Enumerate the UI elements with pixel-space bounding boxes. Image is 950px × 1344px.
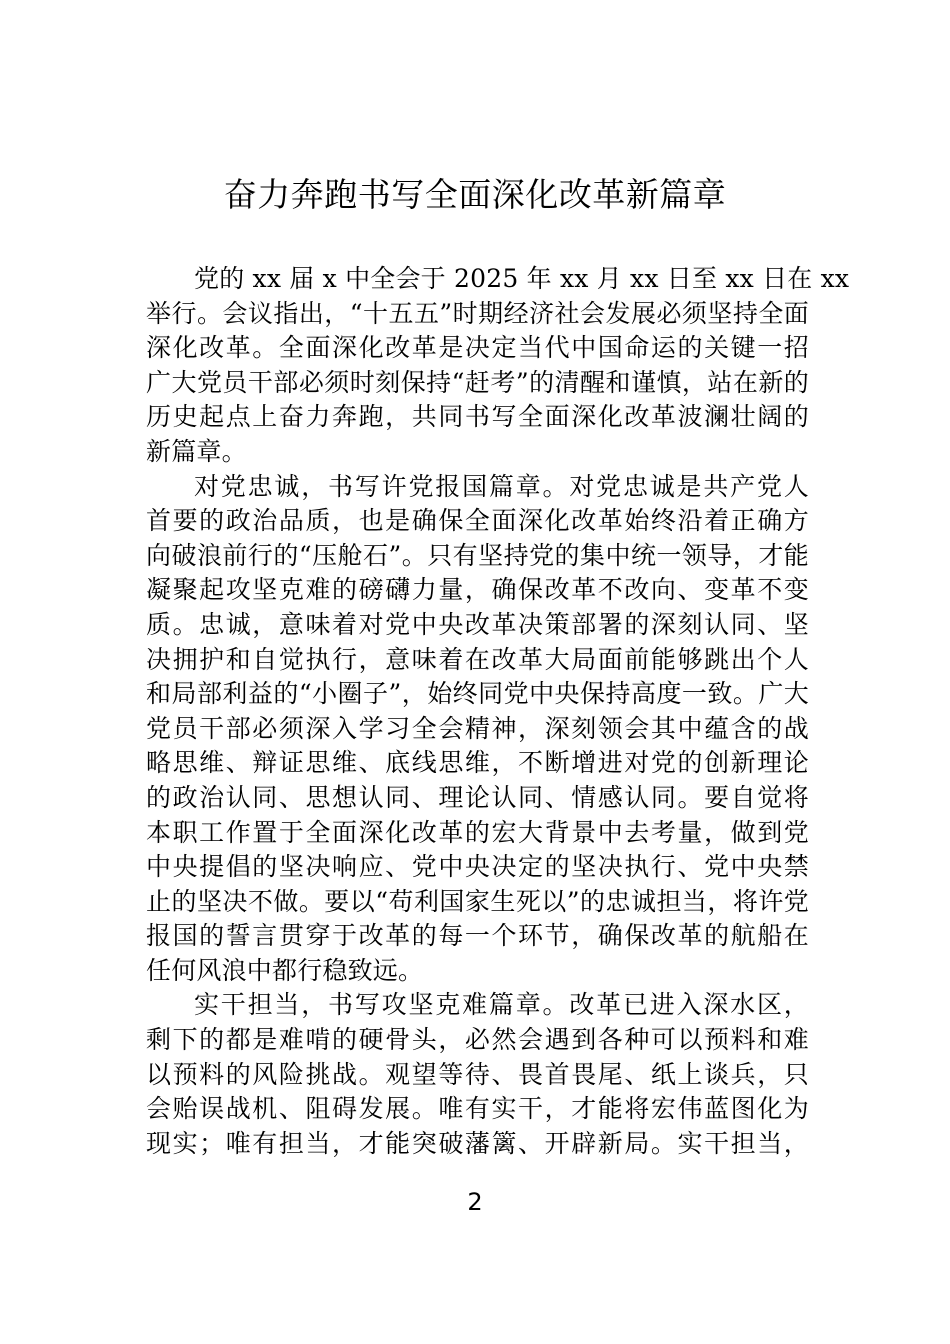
text-line: 党的 xx 届 x 中全会于 2025 年 xx 月 xx 日至 xx 日在 xx	[194, 264, 850, 293]
document-title: 奋力奔跑书写全面深化改革新篇章	[223, 175, 727, 214]
text-line: 任何风浪中都行稳致远。	[146, 955, 424, 985]
text-line: 和局部利益的“小圈子”，始终同党中央保持高度一致。广大	[146, 679, 809, 709]
text-line: 凝聚起攻坚克难的磅礴力量，确保改革不改向、变革不变	[146, 575, 809, 605]
text-line: 深化改革。全面深化改革是决定当代中国命运的关键一招	[146, 333, 809, 363]
text-line: 向破浪前行的“压舱石”。只有坚持党的集中统一领导，才能	[146, 540, 809, 570]
text-line: 剩下的都是难啃的硬骨头，必然会遇到各种可以预料和难	[146, 1025, 809, 1055]
text-line: 本职工作置于全面深化改革的宏大背景中去考量，做到党	[146, 817, 809, 847]
paragraph-opening	[146, 262, 850, 470]
text-line: 止的坚决不做。要以“苟利国家生死以”的忠诚担当，将许党	[146, 886, 809, 916]
text-line: 实干担当，书写攻坚克难篇章。改革已进入深水区，	[194, 990, 809, 1020]
page-number: 2	[467, 1188, 483, 1216]
text-line: 的政治认同、思想认同、理论认同、情感认同。要自觉将	[146, 782, 809, 812]
text-line: 举行。会议指出，“十五五”时期经济社会发展必须坚持全面	[146, 298, 809, 328]
text-line: 对党忠诚，书写许党报国篇章。对党忠诚是共产党人	[194, 471, 809, 501]
document-body	[146, 262, 850, 1161]
paragraph-action	[146, 988, 809, 1161]
text-line: 历史起点上奋力奔跑，共同书写全面深化改革波澜壮阔的	[146, 402, 809, 432]
text-line: 质。忠诚，意味着对党中央改革决策部署的深刻认同、坚	[146, 609, 809, 639]
text-line: 报国的誓言贯穿于改革的每一个环节，确保改革的航船在	[146, 921, 809, 951]
text-line: 会贻误战机、阻碍发展。唯有实干，才能将宏伟蓝图化为	[146, 1094, 809, 1124]
text-line: 以预料的风险挑战。观望等待、畏首畏尾、纸上谈兵，只	[146, 1059, 809, 1089]
text-line: 略思维、辩证思维、底线思维，不断增进对党的创新理论	[146, 748, 809, 778]
text-line: 广大党员干部必须时刻保持“赶考”的清醒和谨慎，站在新的	[146, 367, 809, 397]
text-line: 党员干部必须深入学习全会精神，深刻领会其中蕴含的战	[146, 713, 809, 743]
text-line: 首要的政治品质，也是确保全面深化改革始终沿着正确方	[146, 506, 809, 536]
text-line: 决拥护和自觉执行，意味着在改革大局面前能够跳出个人	[146, 644, 809, 674]
text-line: 中央提倡的坚决响应、党中央决定的坚决执行、党中央禁	[146, 852, 809, 882]
paragraph-loyalty	[146, 470, 809, 989]
text-line: 现实；唯有担当，才能突破藩篱、开辟新局。实干担当，	[146, 1128, 809, 1158]
text-line: 新篇章。	[146, 436, 247, 466]
